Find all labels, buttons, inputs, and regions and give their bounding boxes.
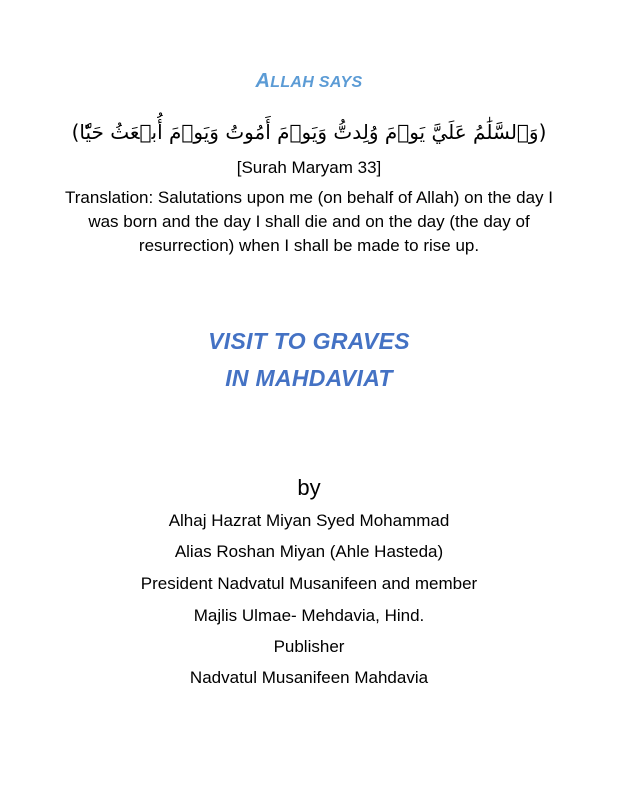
allah-says-rest: LLAH SAYS — [270, 74, 363, 91]
author-name-line: Alhaj Hazrat Miyan Syed Mohammad — [168, 511, 450, 530]
verse-translation: Translation: Salutations upon me (on behalf of Allah) on the day I was born and the day I shall die and on the day (the day of resurrection) when I shall be made to rise up. — [65, 188, 553, 255]
author-position-line: President Nadvatul Musanifeen and member — [140, 574, 478, 593]
document-title-line-1: VISIT TO GRAVES — [208, 328, 410, 354]
author-organization-line: Majlis Ulmae- Mehdavia, Hind. — [193, 606, 425, 625]
allah-says-initial: A — [255, 70, 271, 92]
author-alias-line: Alias Roshan Miyan (Ahle Hasteda) — [174, 542, 444, 561]
publisher-label: Publisher — [273, 637, 345, 656]
arabic-verse: (وَٱلسَّلَٰمُ عَلَيَّ يَوۡمَ وُلِدتُّ وَيَوۡمَ أَمُوتُ وَيَوۡمَ أُبۡعَثُ حَيّٗا) — [71, 120, 547, 144]
document-title-line-2: IN MAHDAVIAT — [225, 365, 393, 391]
allah-says-heading — [0, 70, 618, 93]
by-label: by — [297, 475, 321, 500]
publisher-name: Nadvatul Musanifeen Mahdavia — [189, 668, 429, 687]
verse-citation: [Surah Maryam 33] — [236, 158, 382, 177]
